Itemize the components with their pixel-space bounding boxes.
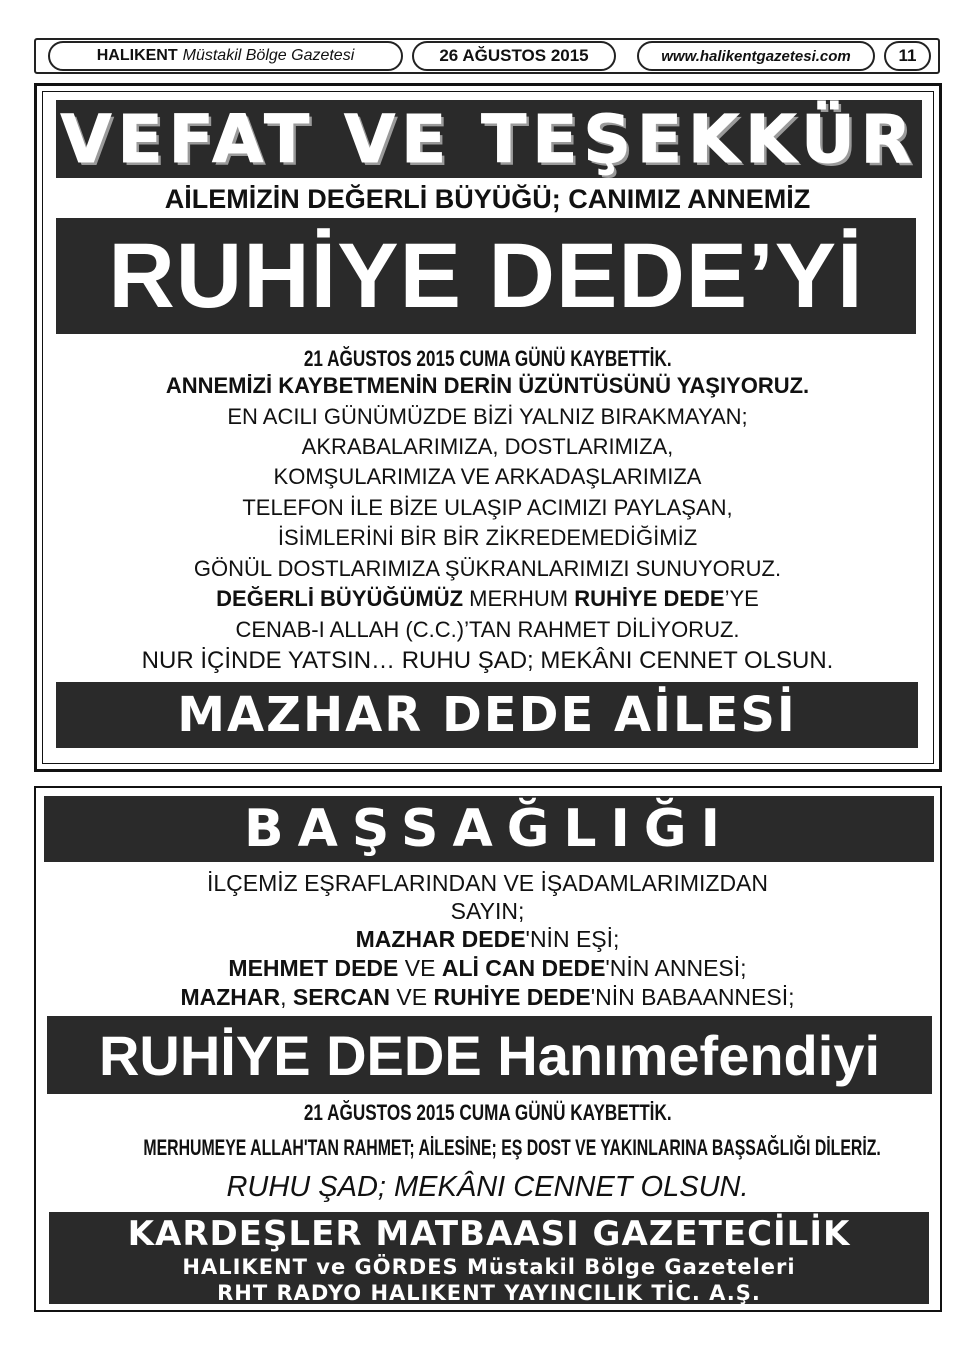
publisher-title: KARDEŞLER MATBAASI GAZETECİLİK <box>127 1214 851 1254</box>
obituary-line-4: KOMŞULARIMIZA VE ARKADAŞLARIMIZA <box>273 464 702 489</box>
relation-3-sep: , <box>280 984 293 1010</box>
merhum-part-3: RUHİYE DEDE <box>574 586 725 611</box>
merhum-line <box>0 586 975 612</box>
relation-1-name: MAZHAR DEDE <box>355 926 526 952</box>
website-link[interactable]: www.halikentgazetesi.com <box>637 41 875 71</box>
merhum-part-1: DEĞERLİ BÜYÜĞÜMÜZ <box>216 586 464 611</box>
relation-line-3 <box>0 984 975 1011</box>
condolence-title-bar <box>44 796 934 862</box>
obituary-date-line <box>0 346 975 372</box>
obituary-line-2: EN ACILI GÜNÜMÜZDE BİZİ YALNIZ BIRAKMAYAN; <box>227 404 748 429</box>
condolence-message-line <box>0 1135 975 1161</box>
condolence-intro-2: SAYIN; <box>450 898 525 924</box>
relation-3-suffix: 'NİN BABAANNESİ; <box>590 984 795 1010</box>
rahmet-line: CENAB-I ALLAH (C.C.)’TAN RAHMET DİLİYORUZ. <box>235 617 740 642</box>
merhum-part-4: ’YE <box>724 586 759 611</box>
publisher-line-2: RHT RADYO HALIKENT YAYINCILIK TİC. A.Ş. <box>217 1281 761 1304</box>
condolence-message-text: MERHUMEYE ALLAH'TAN RAHMET; AİLESİNE; EŞ DOST VE YAKINLARINA BAŞSAĞLIĞI DİLERİZ. <box>143 1135 881 1160</box>
relation-3-mid: VE <box>390 984 434 1010</box>
obituary-line-5: TELEFON İLE BİZE ULAŞIP ACIMIZI PAYLAŞAN, <box>242 495 733 520</box>
condolence-date-text: 21 AĞUSTOS 2015 CUMA GÜNÜ KAYBETTİK. <box>303 1100 672 1125</box>
publisher-footer <box>49 1212 929 1304</box>
condolence-name: RUHİYE DEDE Hanımefendiyi <box>98 1023 881 1087</box>
condolence-intro-1: İLÇEMİZ EŞRAFLARINDAN VE İŞADAMLARIMIZDAN <box>206 870 769 896</box>
obituary-intro: AİLEMİZİN DEĞERLİ BÜYÜĞÜ; CANIMIZ ANNEMİZ <box>164 184 811 214</box>
merhum-part-2: MERHUM <box>463 586 575 611</box>
paper-name: HALIKENT <box>96 47 178 64</box>
relation-3-name-2: SERCAN <box>292 984 391 1010</box>
relation-line-2 <box>0 955 975 982</box>
issue-date: 26 AĞUSTOS 2015 <box>412 41 616 71</box>
family-name-bar <box>56 682 918 748</box>
publisher-line-1: HALIKENT ve GÖRDES Müstakil Bölge Gazeteleri <box>182 1255 796 1279</box>
obituary-title-bar <box>56 100 922 178</box>
condolence-name-bar <box>47 1016 932 1094</box>
obituary-line-6: İSİMLERİNİ BİR BİR ZİKREDEMEDİĞİMİZ <box>277 525 698 550</box>
deceased-name: RUHİYE DEDE’Yİ <box>108 224 864 327</box>
relation-2-name-2: ALİ CAN DEDE <box>441 955 606 981</box>
relation-line-1 <box>0 926 975 953</box>
relation-2-name-1: MEHMET DEDE <box>228 955 399 981</box>
deceased-name-bar <box>56 218 916 334</box>
nur-line: NUR İÇİNDE YATSIN… RUHU ŞAD; MEKÂNI CENNET OLSUN. <box>141 647 834 674</box>
condolence-title: BAŞSAĞLIĞI <box>244 799 734 859</box>
relation-1-suffix: 'NİN EŞİ; <box>525 926 620 952</box>
obituary-title: VEFAT VE TEŞEKKÜR <box>60 100 918 178</box>
family-name: MAZHAR DEDE AİLESİ <box>177 687 797 743</box>
page-number: 11 <box>884 41 931 71</box>
obituary-date-text: 21 AĞUSTOS 2015 CUMA GÜNÜ KAYBETTİK. <box>303 346 672 371</box>
obituary-line-1: ANNEMİZİ KAYBETMENİN DERİN ÜZÜNTÜSÜNÜ YAŞIYORUZ. <box>165 373 810 398</box>
relation-3-name-1: MAZHAR <box>180 984 281 1010</box>
relation-3-name-3: RUHİYE DEDE <box>433 984 591 1010</box>
condolence-date-line <box>0 1100 975 1126</box>
obituary-line-3: AKRABALARIMIZA, DOSTLARIMIZA, <box>301 434 674 459</box>
condolence-ruhu-line: RUHU ŞAD; MEKÂNI CENNET OLSUN. <box>226 1171 749 1203</box>
relation-2-suffix: 'NİN ANNESİ; <box>605 955 747 981</box>
relation-2-mid: VE <box>398 955 442 981</box>
obituary-line-7: GÖNÜL DOSTLARIMIZA ŞÜKRANLARIMIZI SUNUYORUZ. <box>193 556 782 581</box>
paper-name-pill <box>48 41 403 71</box>
paper-subtitle: Müstakil Bölge Gazetesi <box>182 47 355 64</box>
